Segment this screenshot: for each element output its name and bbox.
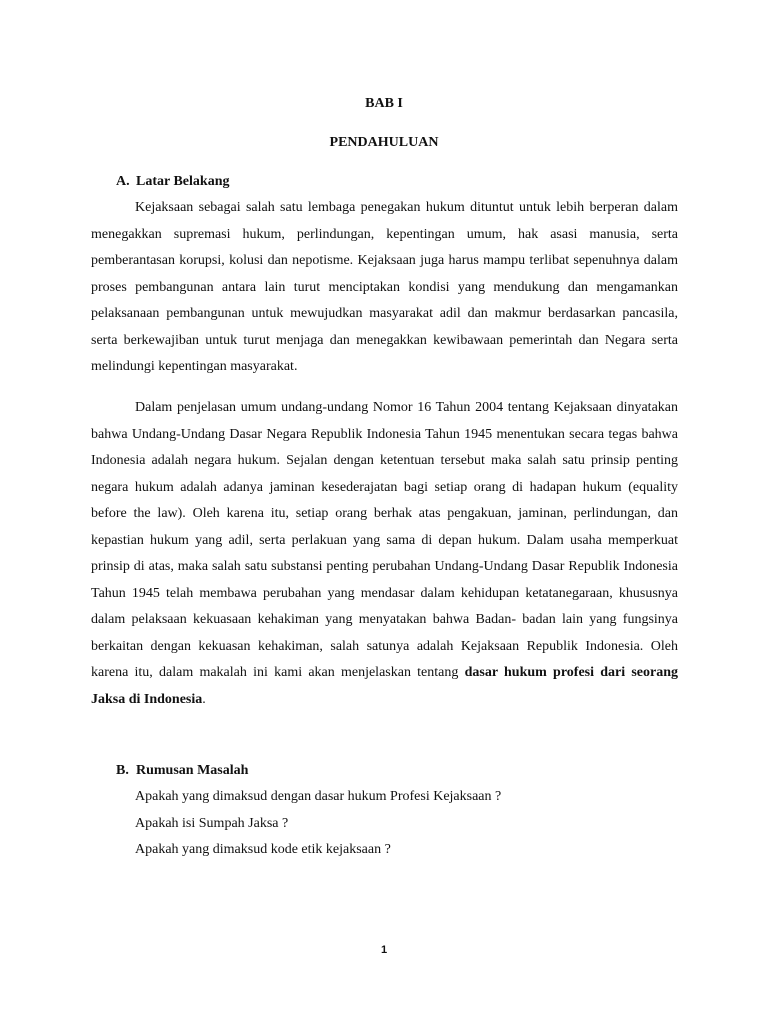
paragraph-2-bold-text: dasar hukum profesi dari seorang Jaksa di Indonesia [91, 665, 678, 707]
section-b-title: Rumusan Masalah [136, 763, 249, 778]
section-a-letter: A. [116, 174, 130, 189]
page-number: 1 [380, 944, 388, 956]
background-paragraph-2 [91, 395, 678, 713]
paragraph-2-end: . [202, 691, 206, 707]
list-item: Apakah isi Sumpah Jaksa ? [135, 815, 289, 831]
section-a-title: Latar Belakang [136, 174, 230, 189]
problem-list [135, 784, 501, 864]
section-a-heading [116, 173, 229, 191]
chapter-number: BAB I [365, 96, 403, 111]
list-item: Apakah yang dimaksud dengan dasar hukum Profesi Kejaksaan ? [135, 789, 502, 804]
list-item: Apakah yang dimaksud kode etik kejaksaan ? [135, 842, 391, 857]
section-b-letter: B. [116, 763, 129, 778]
chapter-title: PENDAHULUAN [329, 135, 439, 150]
background-paragraph-1: Kejaksaan sebagai salah satu lembaga penegakan hukum dituntut untuk lebih berperan dalam menegakkan supremasi hukum, perlindungan, kepentingan umum, hak asasi manusia, serta pemberantasan korupsi, kolusi dan nepotisme. Kejaksaan juga harus mampu terlibat sepenuhnya dalam proses pembangunan antara lain turut menciptakan kondisi yang mendukung dan mengamankan pelaksanaan pembangunan untuk mewujudkan masyarakat adil dan makmur berdasarkan pancasila, serta berkewajiban untuk turut menjaga dan menegakkan kewibawaan pemerintah dan Negara serta melindungi kepentingan masyarakat. [91, 200, 678, 374]
section-b-heading [116, 762, 248, 780]
paragraph-2-text: Dalam penjelasan umum undang-undang Nomor 16 Tahun 2004 tentang Kejaksaan dinyatakan bahwa Undang-Undang Dasar Negara Republik Indonesia Tahun 1945 menentukan secara tegas bahwa Indonesia adalah negara hukum. Sejalan dengan ketentuan tersebut maka salah satu prinsip penting negara hukum adalah adanya jaminan kesederajatan bagi setiap orang di hadapan hukum (equality before the law). Oleh karena itu, setiap orang berhak atas pengakuan, jaminan, perlindungan, dan kepastian hukum yang adil, serta perlakuan yang sama di depan hukum. Dalam usaha memperkuat prinsip di atas, maka salah satu substansi penting perubahan Undang-Undang Dasar Republik Indonesia Tahun 1945 telah membawa perubahan yang mendasar dalam kehidupan ketatanegaraan, khususnya dalam pelaksaan kekuasaan kehakiman yang menyatakan bahwa Badan- badan lain yang fungsinya berkaitan dengan kekuasan kehakiman, salah satunya adalah Kejaksaan Republik Indonesia. Oleh karena itu, dalam makalah ini kami akan menjelaskan tentang [91, 400, 678, 680]
